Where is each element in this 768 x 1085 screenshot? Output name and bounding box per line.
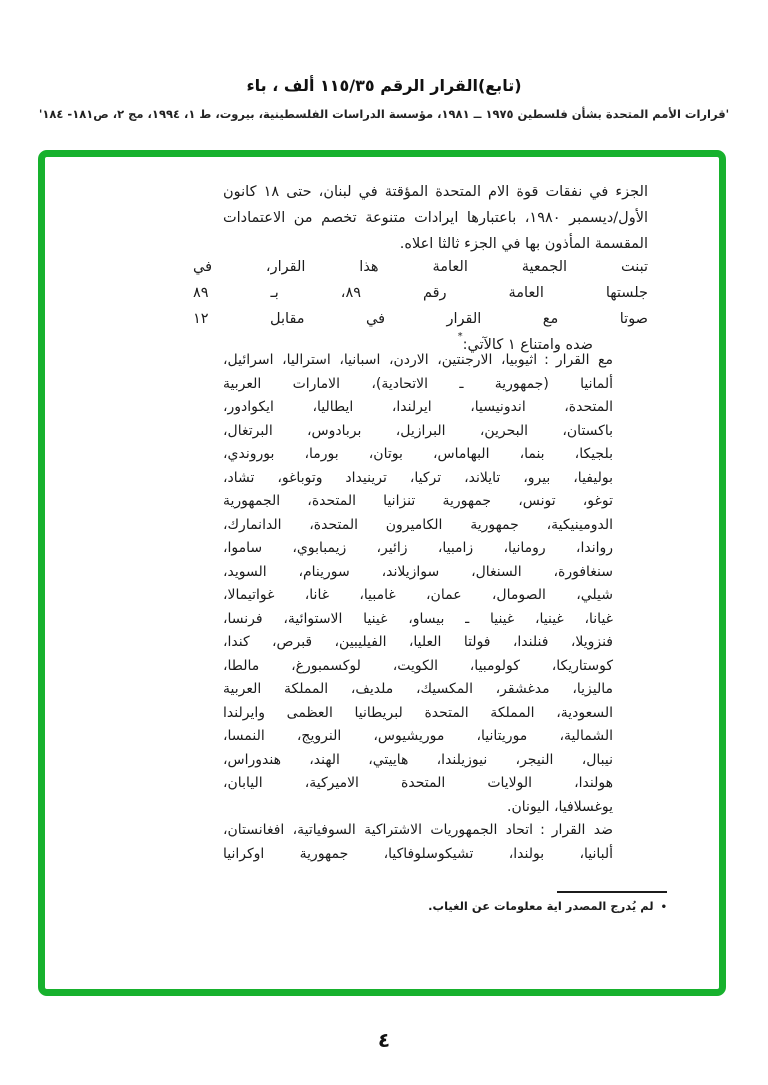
page-number: ٤ [377,1028,391,1052]
source-citation: 'قرارات الأمم المتحدة بشأن فلسطين ١٩٧٥ ــ ١٩٨١، مؤسسة الدراسات الفلسطينية، بيروت، ط ١، ١٩٩٤، مج ٢، ص١٨١- ١٨٤' [38,107,730,121]
vote-against-label: ضد القرار [551,822,613,838]
paragraph-line: الجزء في نفقات قوة الام المتحدة المؤقتة في لبنان، حتى ١٨ كانون [223,184,648,200]
vote-country-line: اثيوبيا، الارجنتين، الاردن، اسبانيا، استراليا، اسرائيل، [223,352,538,368]
vote-country-line: توغو، تونس، جمهورية تنزانيا المتحدة، الجمهورية [223,493,613,509]
vote-country-line: الشمالية، موريتانيا، موريشيوس، النرويج، النمسا، [223,728,613,744]
paragraph-line: الأول/ديسمبر ١٩٨٠، باعتبارها ايرادات متنوعة تخصم من الاعتمادات [223,210,648,226]
paragraph-line: المقسمة المأذون بها في الجزء ثالثا اعلاه. [399,236,648,252]
vote-country-line: شيلي، الصومال، عمان، غامبيا، غانا، غواتيمالا، [223,587,613,603]
vote-country-line: ألمانيا (جمهورية ـ الاتحادية)، الامارات العربية [223,375,613,392]
resolution-title: (تابع)القرار الرقم ١١٥/٣٥ ألف ، باء [246,76,522,95]
vote-country-line: نيبال، النيجر، نيوزيلندا، هاييتي، الهند، هندوراس، [223,751,613,768]
vote-against-first-line [223,819,613,843]
vote-country-line: غيانا، غينيا، غينيا ـ بيساو، غينيا الاستوائية، فرنسا، [223,610,613,627]
paragraph-appropriations [223,179,648,257]
vote-country-line: فنزويلا، فنلندا، فولتا العليا، الفيليبين، قبرص، كندا، [223,634,613,650]
vote-for-label: مع القرار [555,352,613,368]
vote-country-line: يوغسلافيا، اليونان. [507,798,613,815]
paragraph-line: تبنت الجمعية العامة هذا القرار، في [193,259,648,275]
paragraph-line-text: ضده وامتناع ١ كالآتي: [462,337,593,353]
vote-label-colon: : [544,352,549,368]
vote-for-first-line [223,349,613,373]
paragraph-line: صوتا مع القرار في مقابل ١٢ [193,311,648,327]
vote-country-line: باكستان، البحرين، البرازيل، بربادوس، البرتغال، [223,422,613,439]
vote-country-line: ماليزيا، مدغشقر، المكسيك، ملديف، المملكة العربية [223,681,613,697]
vote-country-line: سنغافورة، السنغال، سوازيلاند، سورينام، السويد، [223,563,613,580]
vote-country-line: ألبانيا، بولندا، تشيكوسلوفاكيا، جمهورية اوكرانيا [223,845,613,862]
paragraph-adoption [193,254,648,358]
footnote-asterisk: * [457,331,463,342]
vote-country-line: اتحاد الجمهوريات الاشتراكية السوفياتية، افغانستان، [223,822,534,838]
vote-country-line: بوليفيا، بيرو، تايلاند، تركيا، ترينيداد وتوباغو، تشاد، [223,469,613,486]
vote-record [223,349,613,866]
vote-country-line: هولندا، الولايات المتحدة الاميركية، اليابان، [223,775,613,791]
vote-country-line: السعودية، المملكة المتحدة لبريطانيا العظمى وايرلندا [223,704,613,721]
vote-country-line: كوستاريكا، كولومبيا، الكويت، لوكسمبورغ، مالطا، [223,657,613,674]
footnote [347,899,667,913]
footnote-text: لم يُدرج المصدر اية معلومات عن الغياب. [428,899,654,913]
vote-country-line: بلجيكا، بنما، البهاماس، بوتان، بورما، بوروندي، [223,446,613,462]
paragraph-line: جلستها العامة رقم ٨٩، بـ ٨٩ [193,285,648,301]
vote-country-line: الدومينيكية، جمهورية الكاميرون المتحدة، الدانمارك، [223,516,613,533]
vote-country-line: المتحدة، اندونيسيا، ايرلندا، ايطاليا، ايكوادور، [223,399,613,415]
footnote-divider [557,891,667,893]
footnote-bullet: • [660,902,667,913]
vote-label-colon: : [540,822,545,838]
vote-country-line: رواندا، رومانيا، زامبيا، زائير، زيمبابوي، ساموا، [223,540,613,556]
